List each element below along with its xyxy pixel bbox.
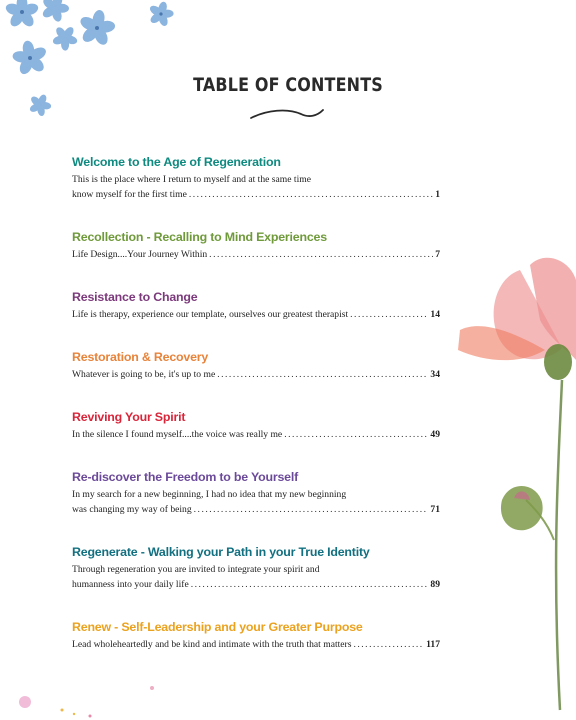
entry-leader-line bbox=[72, 637, 440, 652]
toc-entry[interactable] bbox=[72, 545, 444, 592]
page-title: TABLE OF CONTENTS bbox=[193, 74, 383, 96]
page-number: 7 bbox=[435, 249, 440, 260]
entry-heading: Welcome to the Age of Regeneration bbox=[72, 155, 281, 169]
toc-entry[interactable] bbox=[72, 155, 444, 202]
entry-description: This is the place where I return to myself and at the same time bbox=[72, 174, 311, 185]
toc-entry[interactable] bbox=[72, 620, 444, 652]
entry-description: In the silence I found myself....the voice was really me bbox=[72, 429, 283, 440]
leader-dots bbox=[353, 637, 424, 652]
entry-heading: Resistance to Change bbox=[72, 290, 198, 304]
entry-description: humanness into your daily life bbox=[72, 579, 189, 590]
entry-description: Lead wholeheartedly and be kind and intimate with the truth that matters bbox=[72, 639, 352, 650]
page-number: 117 bbox=[426, 639, 440, 650]
leader-dots bbox=[189, 187, 433, 202]
leader-dots bbox=[191, 577, 429, 592]
entry-description: Life Design....Your Journey Within bbox=[72, 249, 208, 260]
entry-heading: Re-discover the Freedom to be Yourself bbox=[72, 470, 299, 484]
toc-entry[interactable] bbox=[72, 470, 444, 517]
toc-entry[interactable] bbox=[72, 410, 444, 442]
entry-description: Life is therapy, experience our template, ourselves our greatest therapist bbox=[72, 309, 349, 320]
entry-leader-line bbox=[72, 367, 440, 382]
page-number: 49 bbox=[430, 429, 440, 440]
entry-leader-line bbox=[72, 187, 440, 202]
entry-heading: Recollection - Recalling to Mind Experiences bbox=[72, 230, 327, 244]
pink-poppy-decoration bbox=[450, 240, 576, 720]
leader-dots bbox=[350, 307, 428, 322]
leader-dots bbox=[209, 247, 433, 262]
page-number: 14 bbox=[430, 309, 440, 320]
entry-description: Whatever is going to be, it's up to me bbox=[72, 369, 216, 380]
entry-leader-line bbox=[72, 577, 440, 592]
entry-leader-line bbox=[72, 427, 440, 442]
entry-description: know myself for the first time bbox=[72, 189, 187, 200]
page-number: 34 bbox=[430, 369, 440, 380]
page-number: 71 bbox=[430, 504, 440, 515]
entry-heading: Regenerate - Walking your Path in your True Identity bbox=[72, 545, 370, 559]
leader-dots bbox=[284, 427, 428, 442]
page-number: 89 bbox=[430, 579, 440, 590]
paint-splatter-decoration bbox=[0, 670, 170, 720]
blue-flowers-decoration bbox=[0, 0, 190, 125]
entry-leader-line bbox=[72, 502, 440, 517]
entry-description: was changing my way of being bbox=[72, 504, 192, 515]
toc-entry[interactable] bbox=[72, 290, 444, 322]
entry-heading: Restoration & Recovery bbox=[72, 350, 209, 364]
leader-dots bbox=[194, 502, 429, 517]
entry-heading: Reviving Your Spirit bbox=[72, 410, 186, 424]
entry-heading: Renew - Self-Leadership and your Greater Purpose bbox=[72, 620, 363, 634]
toc-entry[interactable] bbox=[72, 350, 444, 382]
swash-divider bbox=[247, 104, 327, 124]
page-number: 1 bbox=[435, 189, 440, 200]
leader-dots bbox=[217, 367, 428, 382]
entry-leader-line bbox=[72, 247, 440, 262]
entry-leader-line bbox=[72, 307, 440, 322]
toc-entry[interactable] bbox=[72, 230, 444, 262]
entry-description: Through regeneration you are invited to integrate your spirit and bbox=[72, 564, 320, 575]
entry-description: In my search for a new beginning, I had no idea that my new beginning bbox=[72, 489, 347, 500]
